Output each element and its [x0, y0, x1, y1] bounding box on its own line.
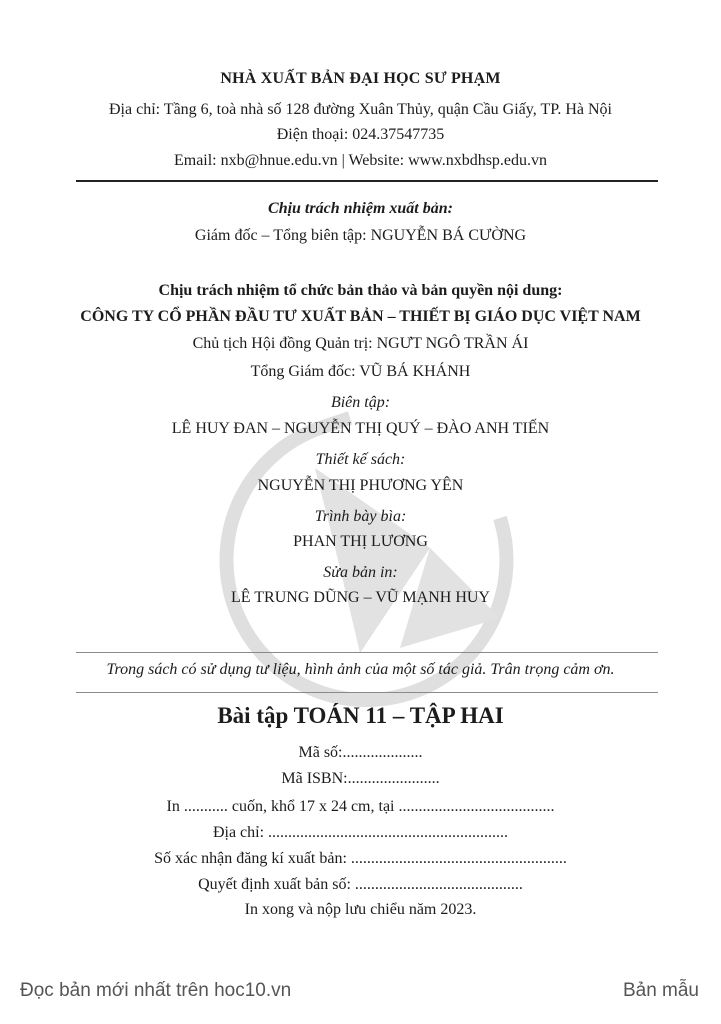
credit-role: Sửa bản in:	[323, 564, 398, 581]
acknowledgement-bottom-divider	[76, 692, 658, 693]
acknowledgement-top-divider	[76, 652, 658, 653]
book-title: Bài tập TOÁN 11 – TẬP HAI	[217, 703, 504, 728]
acknowledgement-text: Trong sách có sử dụng tư liệu, hình ảnh của một số tác giả. Trân trọng cảm ơn.	[106, 661, 615, 678]
publishing-decision: Quyết định xuất bản số: ..........................................	[198, 876, 523, 893]
registration-number: Số xác nhận đăng kí xuất bản: ......................................................	[154, 850, 567, 867]
credit-role: Trình bày bìa:	[314, 508, 407, 525]
deposit-note: In xong và nộp lưu chiểu năm 2023.	[244, 901, 477, 918]
chairman-line: Chủ tịch Hội đồng Quản trị: NGƯT NGÔ TRẦN ÁI	[192, 335, 529, 352]
publishing-responsibility-heading: Chịu trách nhiệm xuất bản:	[268, 200, 453, 217]
credit-names: LÊ HUY ĐAN – NGUYỄN THỊ QUÝ – ĐÀO ANH TIẾN	[171, 420, 550, 437]
header-divider	[76, 180, 658, 182]
print-address: Địa chỉ: ............................................................	[212, 824, 509, 841]
credit-role: Thiết kế sách:	[315, 451, 406, 468]
footer-sample-label: Bản mẫu	[622, 980, 699, 1001]
credit-role: Biên tập:	[330, 394, 391, 411]
content-responsibility-heading: Chịu trách nhiệm tổ chức bản thảo và bản quyền nội dung:	[158, 282, 563, 299]
publisher-name: NHÀ XUẤT BẢN ĐẠI HỌC SƯ PHẠM	[220, 70, 501, 87]
publisher-phone: Điện thoại: 024.37547735	[276, 126, 445, 143]
print-info: In ........... cuốn, khổ 17 x 24 cm, tại .......................................	[166, 798, 555, 815]
credit-names: LÊ TRUNG DŨNG – VŨ MẠNH HUY	[231, 589, 490, 606]
company-name: CÔNG TY CỔ PHẦN ĐẦU TƯ XUẤT BẢN – THIẾT BỊ GIÁO DỤC VIỆT NAM	[80, 308, 641, 325]
credit-names: PHAN THỊ LƯƠNG	[293, 533, 428, 550]
director-line: Giám đốc – Tổng biên tập: NGUYỄN BÁ CƯỜNG	[194, 227, 527, 244]
footer-source-note: Đọc bản mới nhất trên hoc10.vn	[20, 980, 292, 1001]
publisher-contact: Email: nxb@hnue.edu.vn | Website: www.nxbdhsp.edu.vn	[173, 152, 548, 169]
publisher-address: Địa chỉ: Tầng 6, toà nhà số 128 đường Xuân Thủy, quận Cầu Giấy, TP. Hà Nội	[109, 101, 612, 118]
book-code: Mã số:....................	[298, 744, 423, 761]
credit-names: NGUYỄN THỊ PHƯƠNG YÊN	[257, 477, 464, 494]
ceo-line: Tổng Giám đốc: VŨ BÁ KHÁNH	[250, 363, 471, 380]
book-isbn: Mã ISBN:.......................	[281, 770, 440, 787]
